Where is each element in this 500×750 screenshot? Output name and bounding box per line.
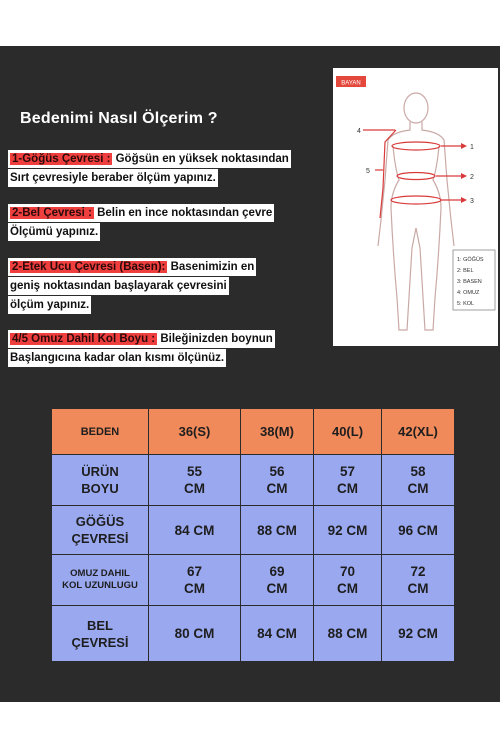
table-row [52, 455, 455, 506]
instruction-label: 2-Bel Çevresi : [12, 207, 92, 219]
diagram-number: 3 [470, 198, 474, 205]
instruction-line: geniş noktasından başlayarak çevresini [8, 277, 229, 295]
diagram-number: 1 [470, 144, 474, 151]
table-row [52, 606, 455, 662]
legend-item: 3: BASEN [457, 279, 482, 285]
instruction-waist [8, 204, 333, 242]
badge-text: BAYAN [341, 80, 361, 87]
diagram-number: 4 [357, 128, 361, 135]
instruction-line: ölçüm yapınız. [8, 296, 91, 314]
row-label: ÜRÜN BOYU [52, 455, 149, 506]
diagram-number: 5 [366, 168, 370, 175]
instruction-hip [8, 258, 333, 315]
hip-line [391, 196, 441, 204]
table-cell: 96 CM [382, 506, 455, 555]
page-title: Bedenimi Nasıl Ölçerim ? [20, 110, 218, 127]
instruction-line: Sırt çevresiyle beraber ölçüm yapınız. [8, 169, 218, 187]
table-cell: 72 CM [382, 555, 455, 606]
body-outline-icon [378, 93, 454, 330]
table-cell: 56 CM [241, 455, 314, 506]
row-label: OMUZ DAHIL KOL UZUNLUGU [52, 555, 149, 606]
table-cell: 70 CM [314, 555, 382, 606]
instruction-line: 2-Bel Çevresi : Belin en ince noktasından çevre [8, 204, 274, 222]
table-cell: 88 CM [314, 606, 382, 662]
legend-item: 1: GÖĞÜS [457, 257, 484, 263]
instruction-label: 2-Etek Ucu Çevresi (Basen): [12, 261, 166, 273]
table-cell: 88 CM [241, 506, 314, 555]
instruction-chest [8, 150, 333, 188]
legend-item: 4: OMUZ [457, 290, 480, 296]
table-cell: 80 CM [149, 606, 241, 662]
arrow-heads [461, 143, 467, 203]
chest-line [392, 142, 440, 150]
table-cell: 92 CM [382, 606, 455, 662]
table-cell: 92 CM [314, 506, 382, 555]
waist-line [397, 173, 435, 180]
table-cell: 57 CM [314, 455, 382, 506]
table-cell: 67 CM [149, 555, 241, 606]
table-cell: 58 CM [382, 455, 455, 506]
table-cell: 84 CM [149, 506, 241, 555]
instruction-label: 1-Göğüs Çevresi : [12, 153, 111, 165]
table-row [52, 506, 455, 555]
instruction-line: 2-Etek Ucu Çevresi (Basen): Basenimizin en [8, 258, 256, 276]
legend-item: 2: BEL [457, 268, 474, 274]
instruction-line: 4/5 Omuz Dahil Kol Boyu : Bileğinizden boynun [8, 330, 275, 348]
size-table [51, 408, 455, 662]
instruction-line: Ölçümü yapınız. [8, 223, 100, 241]
instruction-line: Başlangıcına kadar olan kısmı ölçünüz. [8, 349, 226, 367]
table-cell: 84 CM [241, 606, 314, 662]
table-header-cell: 36(S) [149, 409, 241, 455]
table-header-cell: 38(M) [241, 409, 314, 455]
table-cell: 55 CM [149, 455, 241, 506]
table-header-cell: 42(XL) [382, 409, 455, 455]
table-header-cell: BEDEN [52, 409, 149, 455]
row-label: GÖĞÜS ÇEVRESİ [52, 506, 149, 555]
table-cell: 69 CM [241, 555, 314, 606]
table-header-cell: 40(L) [314, 409, 382, 455]
legend-item: 5: KOL [457, 301, 475, 307]
instruction-line: 1-Göğüs Çevresi : Göğsün en yüksek noktasından [8, 150, 291, 168]
table-header-row [52, 409, 455, 455]
diagram-number: 2 [470, 174, 474, 181]
instruction-label: 4/5 Omuz Dahil Kol Boyu : [12, 333, 156, 345]
row-label: BEL ÇEVRESİ [52, 606, 149, 662]
table-row [52, 555, 455, 606]
body-measurement-diagram [333, 68, 498, 346]
instruction-sleeve [8, 330, 333, 368]
